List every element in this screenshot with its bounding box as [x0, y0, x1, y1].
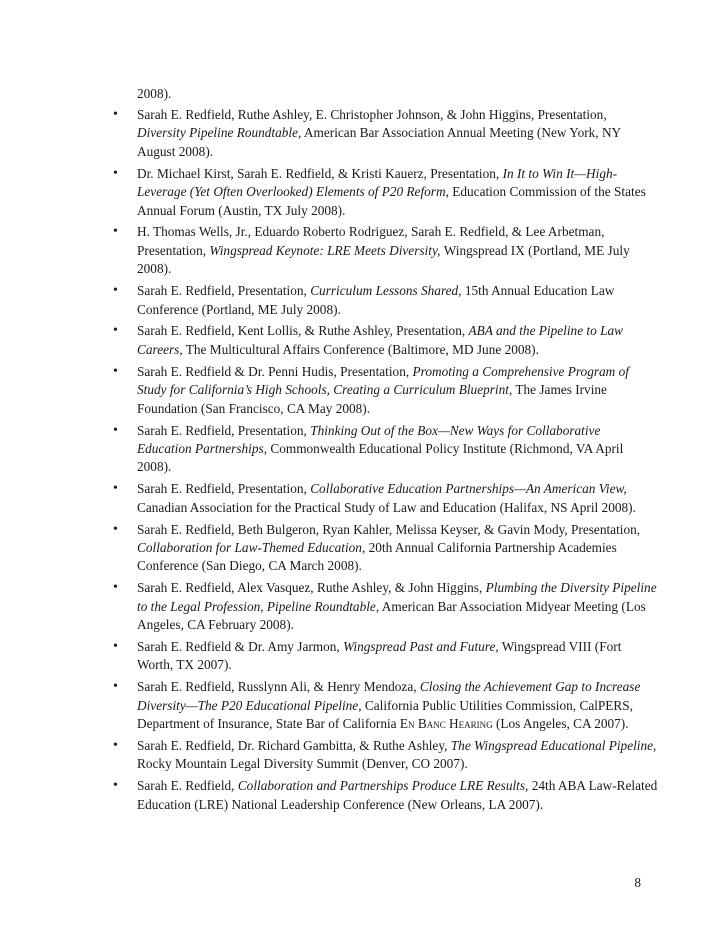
list-item: • Sarah E. Redfield & Dr. Penni Hudis, Presentation, Promoting a Comprehensive Program of Study for California’s High Schools, Creating a Curriculum Blueprint, The James Irvine Foundation (San Francisco, CA May 2008). — [110, 363, 658, 418]
list-item: • Sarah E. Redfield, Dr. Richard Gambitta, & Ruthe Ashley, The Wingspread Educational Pipeline, Rocky Mountain Legal Diversity Summit (Denver, CO 2007). — [110, 737, 658, 774]
page-number: 8 — [634, 875, 641, 890]
list-item: • H. Thomas Wells, Jr., Eduardo Roberto Rodriguez, Sarah E. Redfield, & Lee Arbetman, Presentation, Wingspread Keynote: LRE Meets Diversity, Wingspread IX (Portland, ME July 2008). — [110, 223, 658, 278]
list-item: • Sarah E. Redfield, Presentation, Thinking Out of the Box—New Ways for Collaborative Education Partnerships, Commonwealth Educational Policy Institute (Richmond, VA April 2008). — [110, 422, 658, 477]
list-item: • Dr. Michael Kirst, Sarah E. Redfield, & Kristi Kauerz, Presentation, In It to Win It—High-Leverage (Yet Often Overlooked) Elements of P20 Reform, Education Commission of the States Annual Forum (Austin, TX July 2008). — [110, 165, 658, 220]
list-item: • Sarah E. Redfield, Alex Vasquez, Ruthe Ashley, & John Higgins, Plumbing the Diversity Pipeline to the Legal Profession, Pipeline Roundtable, American Bar Association Midyear Meeting (Los Angeles, CA February 2008). — [110, 579, 658, 634]
list-item: • Sarah E. Redfield & Dr. Amy Jarmon, Wingspread Past and Future, Wingspread VIII (Fort Worth, TX 2007). — [110, 638, 658, 675]
list-item: • Sarah E. Redfield, Russlynn Ali, & Henry Mendoza, Closing the Achievement Gap to Increase Diversity—The P20 Educational Pipeline, California Public Utilities Commission, CalPERS, Department of Insurance, State Bar of California En Banc Hearing (Los Angeles, CA 2007). — [110, 678, 658, 733]
list-item: • Sarah E. Redfield, Beth Bulgeron, Ryan Kahler, Melissa Keyser, & Gavin Mody, Presentation, Collaboration for Law-Themed Education, 20th Annual California Partnership Academies Conference (San Diego, CA March 2008). — [110, 521, 658, 576]
list-item: • Sarah E. Redfield, Presentation, Curriculum Lessons Shared, 15th Annual Education Law Conference (Portland, ME July 2008). — [110, 282, 658, 319]
list-item: • Sarah E. Redfield, Presentation, Collaborative Education Partnerships—An American View, Canadian Association for the Practical Study of Law and Education (Halifax, NS April 2008). — [110, 480, 658, 517]
list-item: • Sarah E. Redfield, Collaboration and Partnerships Produce LRE Results, 24th ABA Law-Related Education (LRE) National Leadership Conference (New Orleans, LA 2007). — [110, 777, 658, 814]
list-item: • Sarah E. Redfield, Kent Lollis, & Ruthe Ashley, Presentation, ABA and the Pipeline to Law Careers, The Multicultural Affairs Conference (Baltimore, MD June 2008). — [110, 322, 658, 359]
continuation-text: 2008). — [137, 86, 172, 101]
list-item: • Sarah E. Redfield, Ruthe Ashley, E. Christopher Johnson, & John Higgins, Presentation, Diversity Pipeline Roundtable, American Bar Association Annual Meeting (New York, NY August 2008). — [110, 106, 658, 161]
presentation-list — [110, 106, 658, 818]
